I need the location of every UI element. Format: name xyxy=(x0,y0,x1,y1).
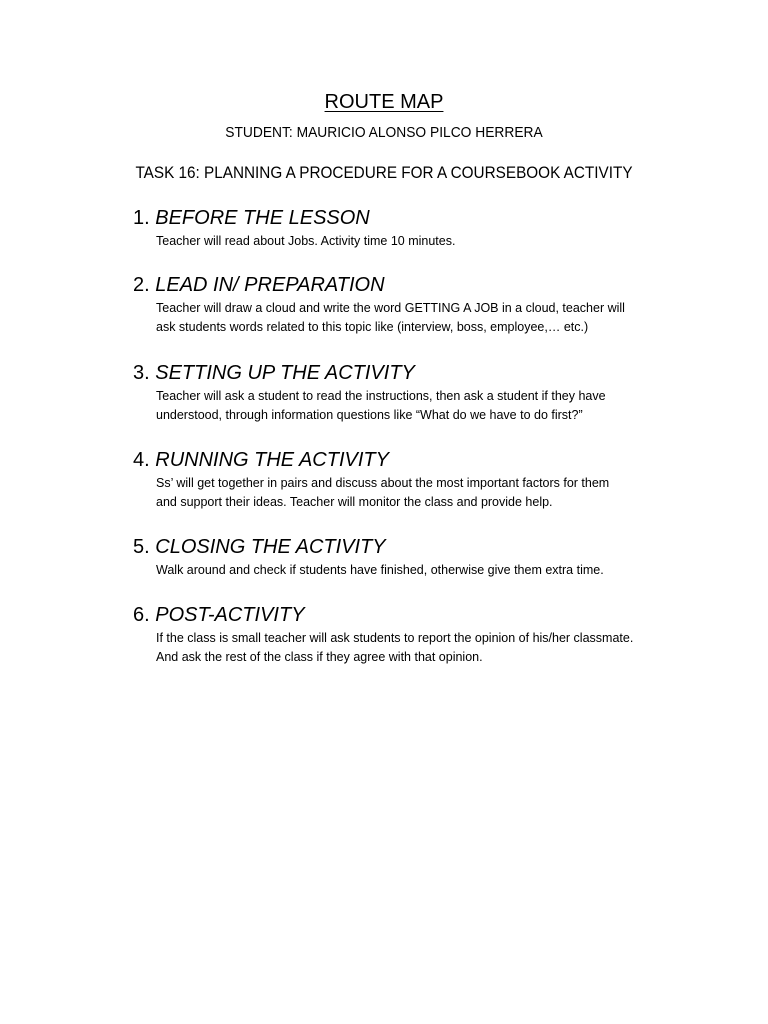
section-heading-text: LEAD IN/ PREPARATION xyxy=(155,274,385,296)
section-body-line: and support their ideas. Teacher will monitor the class and provide help. xyxy=(156,494,553,509)
section-body-line: Ss’ will get together in pairs and discuss about the most important factors for them xyxy=(156,476,610,490)
section-heading xyxy=(133,448,389,472)
section-body-line: ask students words related to this topic like (interview, boss, employee,… etc.) xyxy=(156,319,589,334)
section-body-line: Teacher will ask a student to read the instructions, then ask a student if they have xyxy=(156,389,606,403)
section-body-line: And ask the rest of the class if they agree with that opinion. xyxy=(156,649,483,664)
section-heading-text: BEFORE THE LESSON xyxy=(155,207,370,229)
section-heading xyxy=(133,535,386,559)
task-title: TASK 16: PLANNING A PROCEDURE FOR A COURSEBOOK ACTIVITY xyxy=(135,163,633,182)
section-number: 6. xyxy=(133,604,150,626)
section-number: 3. xyxy=(133,362,150,384)
section-body xyxy=(156,387,676,424)
section-body-line: understood, through information questions like “What do we have to do first?” xyxy=(156,407,583,422)
student-name: STUDENT: MAURICIO ALONSO PILCO HERRERA xyxy=(225,124,543,141)
section-body-line: Walk around and check if students have finished, otherwise give them extra time. xyxy=(156,563,604,577)
section-heading-text: RUNNING THE ACTIVITY xyxy=(155,449,389,471)
section-body xyxy=(156,561,676,580)
section-body xyxy=(156,629,676,666)
section-body-line: If the class is small teacher will ask students to report the opinion of his/her classmate. xyxy=(156,631,634,645)
section-number: 1. xyxy=(133,207,150,229)
section-heading-text: CLOSING THE ACTIVITY xyxy=(155,536,386,558)
section-heading xyxy=(133,361,415,385)
section-body xyxy=(156,299,676,336)
section-number: 5. xyxy=(133,536,150,558)
section-number: 2. xyxy=(133,274,150,296)
section-body-line: Teacher will read about Jobs. Activity time 10 minutes. xyxy=(156,234,456,248)
section-body-line: Teacher will draw a cloud and write the word GETTING A JOB in a cloud, teacher will xyxy=(156,301,625,315)
section-heading xyxy=(133,603,305,627)
section-body xyxy=(156,474,676,511)
section-number: 4. xyxy=(133,449,150,471)
section-body xyxy=(156,232,676,251)
section-heading xyxy=(133,273,385,297)
section-heading-text: POST-ACTIVITY xyxy=(155,604,305,626)
section-heading xyxy=(133,206,370,230)
section-heading-text: SETTING UP THE ACTIVITY xyxy=(155,362,415,384)
document-title: ROUTE MAP xyxy=(324,91,444,113)
